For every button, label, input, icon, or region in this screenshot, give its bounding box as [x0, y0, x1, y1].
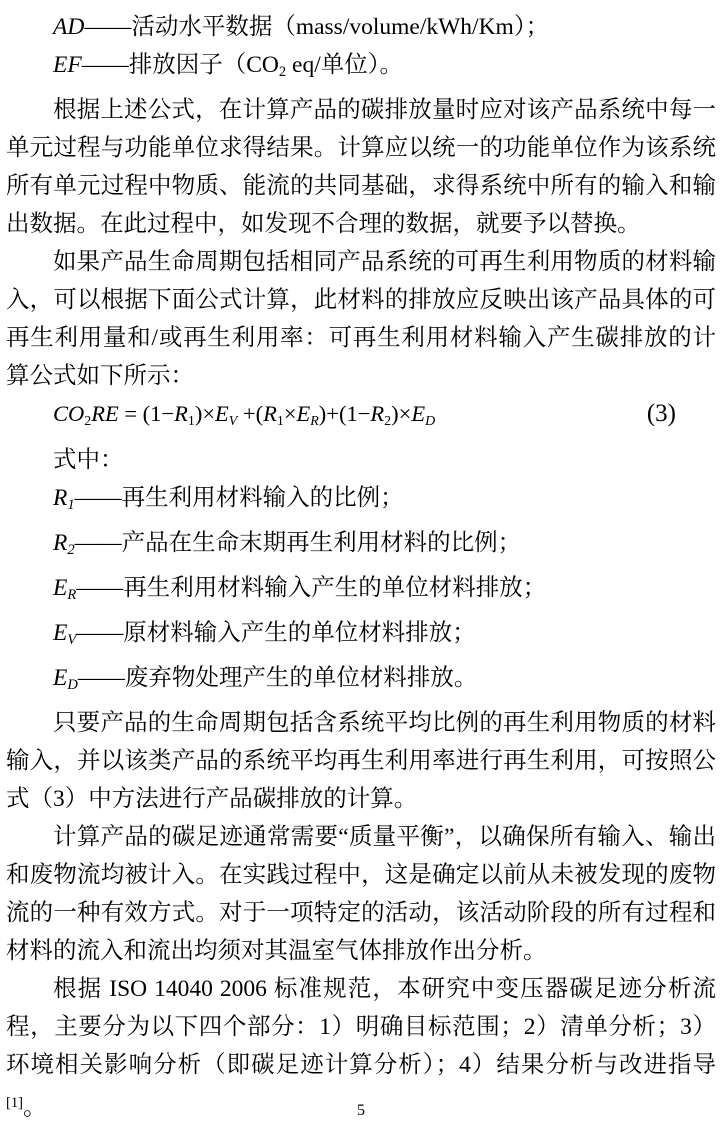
definition-line-shizhong: 式中： — [53, 446, 124, 473]
definition-line-r1: $R_1——$再生利用材料输入的比例； — [53, 484, 404, 514]
page-number: 5 — [357, 1102, 365, 1119]
paragraph-mass-balance: 计算产品的碳足迹通常需要“质量平衡”，以确保所有输入、输出和废物流均被计入。在实践过程中，这是确定以前从未被发现的废物流的一种有效方式。对于一项特定的活动，该活动阶段的所有过程和材料的流入和流出均须对其温室气体排放作出分析。 — [6, 824, 716, 965]
definition-line-ad: AD——活动水平数据（mass/volume/kWh/Km）； — [53, 14, 550, 40]
paragraph-average-recycle-rate: 只要产品的生命周期包括含系统平均比例的再生利用物质的材料输入，并以该类产品的系统平均再生利用率进行再生利用，可按照公式（3）中方法进行产品碳排放的计算。 — [6, 710, 716, 813]
formula-line: $CO_2RE = (1-R_1)\times E_V +(R_1\times E_R)+(1-R_2)\times E_D$ (3) — [6, 395, 716, 441]
equation-number: (3) — [646, 400, 676, 428]
definition-line-r2: $R_2——$产品在生命末期再生利用材料的比例； — [53, 530, 522, 559]
definition-line-ef: EF——排放因子（$CO_2$ eq/单位）。 — [53, 52, 403, 81]
definition-line-ev: $E_V——$原材料输入产生的单位材料排放； — [53, 620, 476, 649]
paragraph-recycled-material: 如果产品生命周期包括相同产品系统的可再生利用物质的材料输入，可以根据下面公式计算，此材料的排放应反映出该产品具体的可再生利用量和/或再生利用率：可再生利用材料输入产生碳排放的计算公式如下所示： — [6, 249, 716, 390]
paragraph-unit-process: 根据上述公式，在计算产品的碳排放量时应对该产品系统中每一单元过程与功能单位求得结果。计算应以统一的功能单位作为该系统所有单元过程中物质、能流的共同基础，求得系统中所有的输入和输出数据。在此过程中，如发现不合理的数据，就要予以替换。 — [6, 97, 716, 238]
definition-line-ed: $E_D——$废弃物处理产生的单位材料排放。 — [53, 665, 478, 694]
definition-line-er: $E_R——$再生利用材料输入产生的单位材料排放； — [53, 575, 547, 604]
page-footer — [0, 1100, 722, 1122]
paragraph-iso-14040: 根据 ISO 14040 2006 标准规范，本研究中变压器碳足迹分析流程，主要分为以下四个部分：1）明确目标范围；2）清单分析；3）环境相关影响分析（即碳足迹计算分析）；4）结果分析与改进指导[1]。 — [6, 976, 716, 1121]
